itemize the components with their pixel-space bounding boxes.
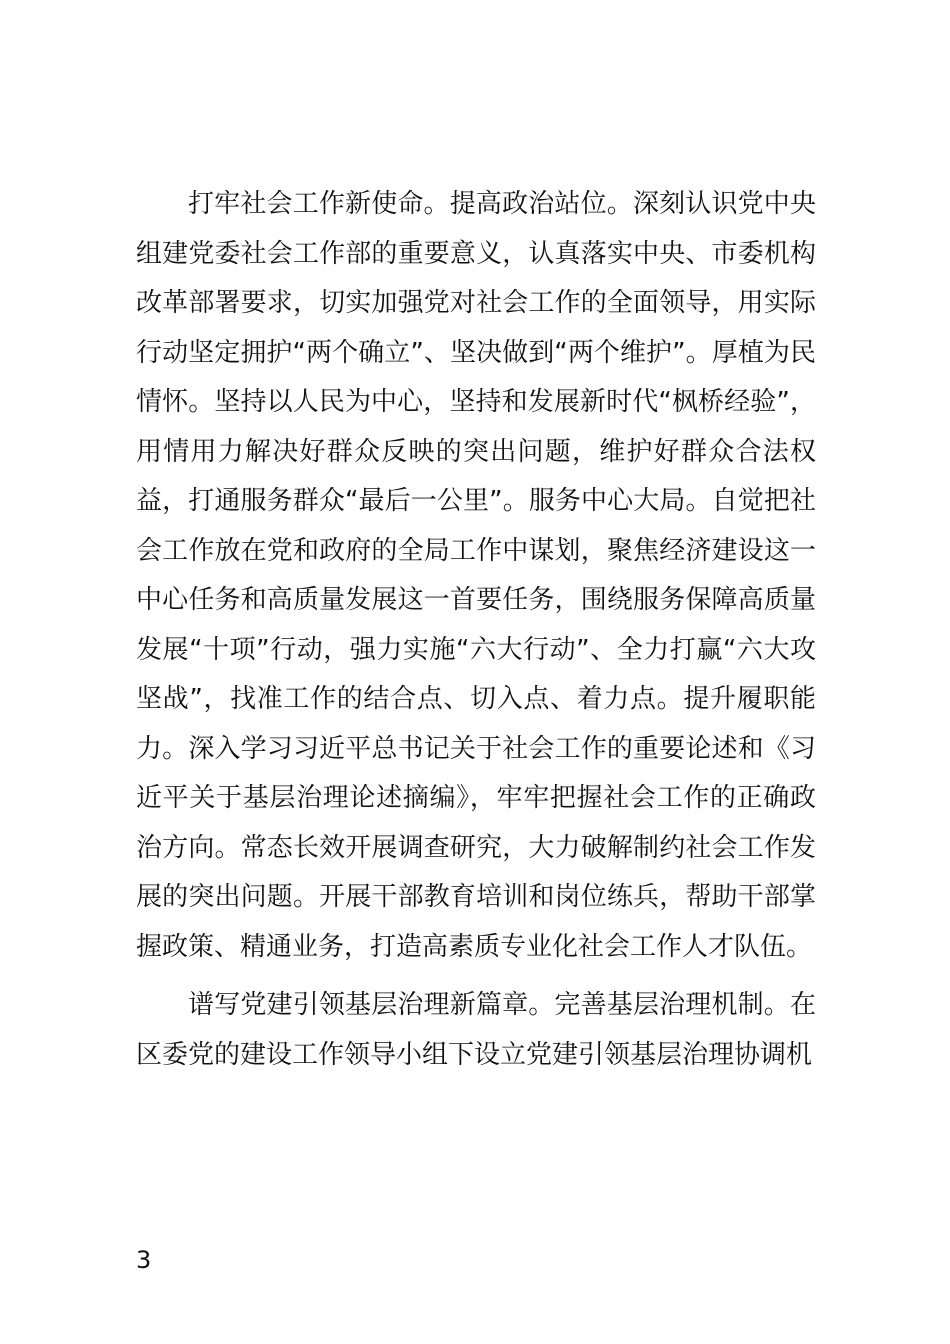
body-text xyxy=(136,180,816,1080)
page-number: 3 xyxy=(136,1246,152,1274)
paragraph-2: 谱写党建引领基层治理新篇章。完善基层治理机制。在区委党的建设工作领导小组下设立党建引领基层治理协调机 xyxy=(136,990,816,1070)
paragraph-1: 打牢社会工作新使命。提高政治站位。深刻认识党中央组建党委社会工作部的重要意义，认真落实中央、市委机构改革部署要求，切实加强党对社会工作的全面领导，用实际行动坚定拥护“两个确立”、坚决做到“两个维护”。厚植为民情怀。坚持以人民为中心，坚持和发展新时代“枫桥经验”，用情用力解决好群众反映的突出问题，维护好群众合法权益，打通服务群众“最后一公里”。服务中心大局。自觉把社会工作放在党和政府的全局工作中谋划，聚焦经济建设这一中心任务和高质量发展这一首要任务，围绕服务保障高质量发展“十项”行动，强力实施“六大行动”、全力打赢“六大攻坚战”，找准工作的结合点、切入点、着力点。提升履职能力。深入学习习近平总书记关于社会工作的重要论述和《习近平关于基层治理论述摘编》，牢牢把握社会工作的正确政治方向。常态长效开展调查研究，大力破解制约社会工作发展的突出问题。开展干部教育培训和岗位练兵，帮助干部掌握政策、精通业务，打造高素质专业化社会工作人才队伍。 xyxy=(136,189,816,962)
